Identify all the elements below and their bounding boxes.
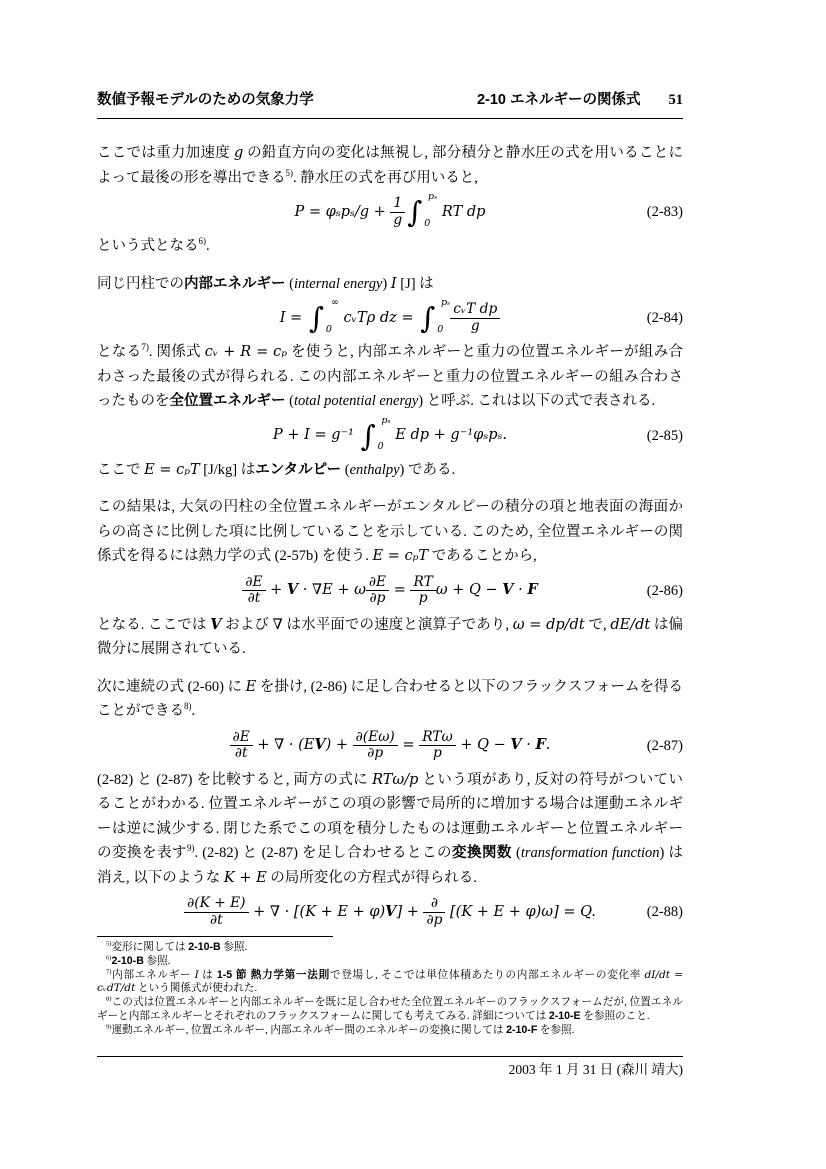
fraction-denominator: ∂t [184,912,248,928]
footnote-rule [97,936,333,937]
text-segment: 5) [106,940,112,948]
fraction-numerator: ∂E [245,573,263,590]
equation-body [294,191,486,229]
text-segment: 2-10-B [111,954,144,967]
fraction-denominator: p [410,590,435,606]
text-segment: . 静水圧の式を再び用いると, [292,169,478,186]
text-segment: 2-10-F [506,1023,538,1036]
integral-sign: ∫ [360,418,376,453]
text-segment: cᵥ + R = cₚ [204,344,288,360]
text-segment: g [233,145,244,161]
text-segment: この式は位置エネルギーと内部エネルギーを既に足し合わせた全位置エネルギーのフラックスフォームだが, 位置エネルギーと内部エネルギーとそれぞれのフラックスフォームに関しても考えてみる. 詳細については [97,997,683,1022]
equation-2-88 [97,894,683,930]
fraction-numerator: cᵥT dp [453,301,498,318]
eq-vector: V [286,581,299,599]
text-segment: 2-10-E [548,1009,581,1022]
integral-upper-limit: pₛ [428,191,438,202]
paragraph-total-potential [97,340,683,414]
fraction [184,896,248,928]
text-segment: . 関係式 [148,344,205,360]
integral-sign: ∫ [407,195,423,229]
equation-2-84 [97,297,683,336]
equation-number: (2-84) [646,309,683,326]
text-segment: internal energy [293,275,383,292]
fraction [419,730,456,762]
text-segment: この結果は, 大気の円柱の全位置エネルギーがエンタルピーの積分の項と地表面の海面からの高さに比例した項に比例していることを示している. このため, 全位置エネルギーの関係式を得るには熱力学の式 (2-57b) を使う. [97,499,683,564]
text-segment: という式となる [97,238,199,254]
text-segment: ) と呼ぶ. これは以下の式で表される. [418,393,656,409]
integral [308,297,339,335]
footnote-6 [97,955,683,969]
text-segment: transformation function [520,845,660,861]
integral-lower-limit: 0 [437,323,444,335]
footnote-8 [97,996,683,1024]
fraction [410,575,435,607]
text-segment: V [210,615,222,633]
text-segment: 7) [106,968,112,976]
text-segment: 9) [106,1023,112,1031]
text-segment: ) である. [399,461,456,478]
fraction [423,896,445,928]
text-segment: RTω/p [372,771,419,788]
page-number: 51 [668,92,683,108]
text-segment: という関係式が使われた. [135,983,258,995]
text-segment: は [198,969,217,981]
equation-body [242,575,537,607]
text-segment: 参照. [143,955,171,967]
text-segment: ここで [97,461,145,478]
fraction-denominator: ∂p [423,912,445,928]
text-segment: 1-5 節 熱力学第一法則 [216,968,330,981]
footnote-9 [97,1024,683,1038]
eq-vector: V [502,581,514,599]
fraction-denominator: ∂p [366,590,389,606]
footnotes [97,941,683,1038]
eq-vector: V [510,736,522,754]
fraction-denominator: ∂t [242,590,265,606]
text-segment: . [191,703,196,719]
paragraph-thermodynamics [97,495,683,569]
eq-vector: F [527,581,538,599]
fraction-numerator: ∂E [368,573,387,590]
equation-body [230,730,551,762]
text-segment: で, [584,616,611,633]
fraction [366,575,389,607]
text-segment: の局所変化の方程式が得られる. [266,869,477,886]
text-segment: 5) [285,167,293,178]
footer-date-author: 2003 年 1 月 31 日 (森川 靖大) [508,1062,683,1077]
integral [407,191,438,229]
eq-vector: V [385,902,397,920]
fraction-denominator: g [450,318,500,334]
text-segment: 2-10-B [188,941,221,953]
equation-2-87 [97,728,683,764]
eq-vector: V [314,736,326,754]
equation-body [184,896,596,928]
text-segment: 8) [184,701,192,712]
text-segment: . (2-82) と (2-87) を足し合わせるとこの [194,845,452,861]
equation-2-85 [97,414,683,454]
text-segment: E [245,678,257,695]
fraction-denominator: ∂p [353,745,398,761]
equation-2-86 [97,573,683,609]
text-segment: 同じ円柱での [97,275,184,292]
text-segment: ω = dp/dt [512,616,585,633]
fraction [353,730,398,762]
text-segment: を使うと, 内部エネルギーと重力の位置エネルギーが組み合わさった最後の式が得られる. この内部エネルギーと重力の位置エネルギーの組み合わさったものを [97,344,684,409]
text-segment: 9) [186,843,195,854]
fraction [242,575,265,607]
fraction-denominator: ∂t [230,745,253,761]
eq-term: ) + [325,737,353,754]
text-segment: となる [97,344,142,360]
integral-upper-limit: ∞ [331,297,339,308]
fraction [450,302,500,334]
text-segment: [J] は [396,275,434,292]
eq-term: · ∇E + ω [298,582,366,599]
eq-term: I = [279,309,307,326]
text-segment: 変形に関しては [111,942,189,953]
text-segment: を参照のこと. [580,1010,650,1022]
text-segment: および ∇ は水平面での速度と演算子であり, [221,616,513,633]
paragraph-flux-form [97,675,683,724]
fraction-denominator: p [419,745,456,761]
text-segment: 次に連続の式 (2-60) に [97,678,246,695]
text-segment: ( [285,275,294,292]
text-segment: ( [511,845,521,861]
section-title: 2-10 エネルギーの関係式 [476,92,641,108]
integral [420,297,451,335]
text-segment: E = cₚT [372,548,429,564]
fraction [390,196,405,228]
equation-body [273,414,507,453]
text-segment: total potential energy [293,393,419,409]
eq-term: = [397,737,420,754]
text-segment: エンタルピー [255,461,342,478]
equation-number: (2-83) [646,203,683,220]
integral-upper-limit: pₛ [381,414,391,426]
text-segment: 内部エネルギー [111,969,195,981]
equation-body [279,297,501,335]
eq-term: cᵥTρ dz = [338,309,419,326]
eq-term: RT dp [437,203,486,220]
text-segment: dE/dt [610,616,651,633]
text-segment: enthalpy [349,461,400,478]
text-segment: ) は消え, 以下のような [97,845,683,886]
text-segment: [J/kg] は [199,461,256,478]
fraction-numerator: ∂(K + E) [187,895,246,912]
text-segment: 変換関数 [451,845,512,861]
page-footer [97,1056,683,1079]
page-header [97,88,683,119]
fraction-numerator: 1 [393,195,403,212]
fraction-numerator: ∂E [232,728,250,745]
paragraph-transformation [97,768,683,891]
text-segment: 内部エネルギー [184,275,286,292]
text-segment: 7) [141,342,149,353]
integral-lower-limit: 0 [377,441,384,452]
paragraph-hydrostatic-intro [97,141,683,190]
text-segment: という項があり, 反対の符号がついていることがわかる. 位置エネルギーがこの項の影響で局所的に増加する場合は運動エネルギーは逆に減少する. 閉じた系でこの項を積分したものは運動エネルギーと位置エネルギーの変換を表す [97,771,683,861]
header-right-group [477,88,683,113]
text-segment: I [390,275,397,292]
text-segment: となる. ここでは [97,616,211,633]
text-segment: 6) [198,236,206,247]
footnote-5 [97,941,683,955]
text-segment: で登場し, そこでは単位体積あたりの内部エネルギーの変化率 [329,969,645,981]
eq-term: P + I = g⁻¹ [273,427,359,444]
text-segment: 8) [106,995,112,1003]
paragraph-internal-energy [97,272,683,297]
eq-term: = [389,582,411,599]
eq-term: . [545,737,551,754]
text-segment: K + E [223,869,267,886]
text-segment: であることから, [428,548,537,564]
eq-term: + [265,582,287,599]
fraction-numerator: ∂(Eω) [355,728,395,745]
eq-term: ω + Q − [435,582,503,599]
eq-term: + ∇ · (E [252,737,315,754]
document-title: 数値予報モデルのための気象力学 [97,92,314,108]
integral-lower-limit: 0 [424,217,431,229]
fraction [230,730,253,762]
integral-sign: ∫ [308,301,324,335]
text-segment: ) [382,275,391,292]
text-segment: は偏微分に展開されている. [97,616,684,657]
fraction-numerator: ∂ [430,895,438,912]
integral-upper-limit: pₛ [440,297,451,308]
text-segment: を参照. [537,1024,575,1036]
equation-2-83 [97,191,683,230]
paragraph-enthalpy [97,458,683,483]
text-segment: を掛け, (2-86) に足し合わせると以下のフラックスフォームを得ることができる [97,678,683,719]
equation-number: (2-88) [646,903,683,920]
text-segment: 6) [106,954,112,962]
fraction-numerator: RTω [422,728,453,745]
paragraph-operators [97,613,683,662]
integral-lower-limit: 0 [325,323,332,335]
eq-term: + Q − [455,737,511,754]
integral [360,414,391,453]
eq-term: + ∇ · [(K + E + φ) [248,903,386,920]
fraction-denominator: g [390,212,405,228]
eq-vector: F [535,736,546,754]
text-segment: I [194,968,199,981]
equation-number: (2-86) [646,582,683,599]
eq-term: · [521,737,536,754]
equation-number: (2-87) [646,737,683,754]
eq-term: ] + [396,903,424,920]
text-segment: 全位置エネルギー [169,393,286,409]
paragraph-result-83 [97,234,683,259]
fraction-numerator: RT [413,573,433,590]
text-segment: dI/dt = cᵥdT/dt [97,968,683,995]
text-segment: 運動エネルギー, 位置エネルギー, 内部エネルギー間のエネルギーの変換に関しては [111,1024,507,1036]
text-segment: 参照. [220,942,248,953]
text-segment: ( [341,461,350,478]
text-segment: の鉛直方向の変化は無視し, 部分積分と静水圧の式を用いることによって最後の形を導出できる [97,145,684,186]
main-content [97,141,683,1038]
eq-term: [(K + E + φ)ω] = Q. [445,903,596,920]
text-segment: E = cₚT [144,461,200,478]
integral-sign: ∫ [420,301,436,335]
eq-term: P = φₛpₛ/g + [294,203,391,220]
text-segment: . [205,238,210,254]
text-segment: ここでは重力加速度 [97,145,234,161]
eq-term: E dp + g⁻¹φₛpₛ. [390,427,507,444]
footnote-7 [97,969,683,997]
text-segment: (2-82) と (2-87) を比較すると, 両方の式に [97,771,373,788]
eq-term: · [513,582,528,599]
text-segment: ( [285,393,294,409]
equation-number: (2-85) [646,427,683,444]
